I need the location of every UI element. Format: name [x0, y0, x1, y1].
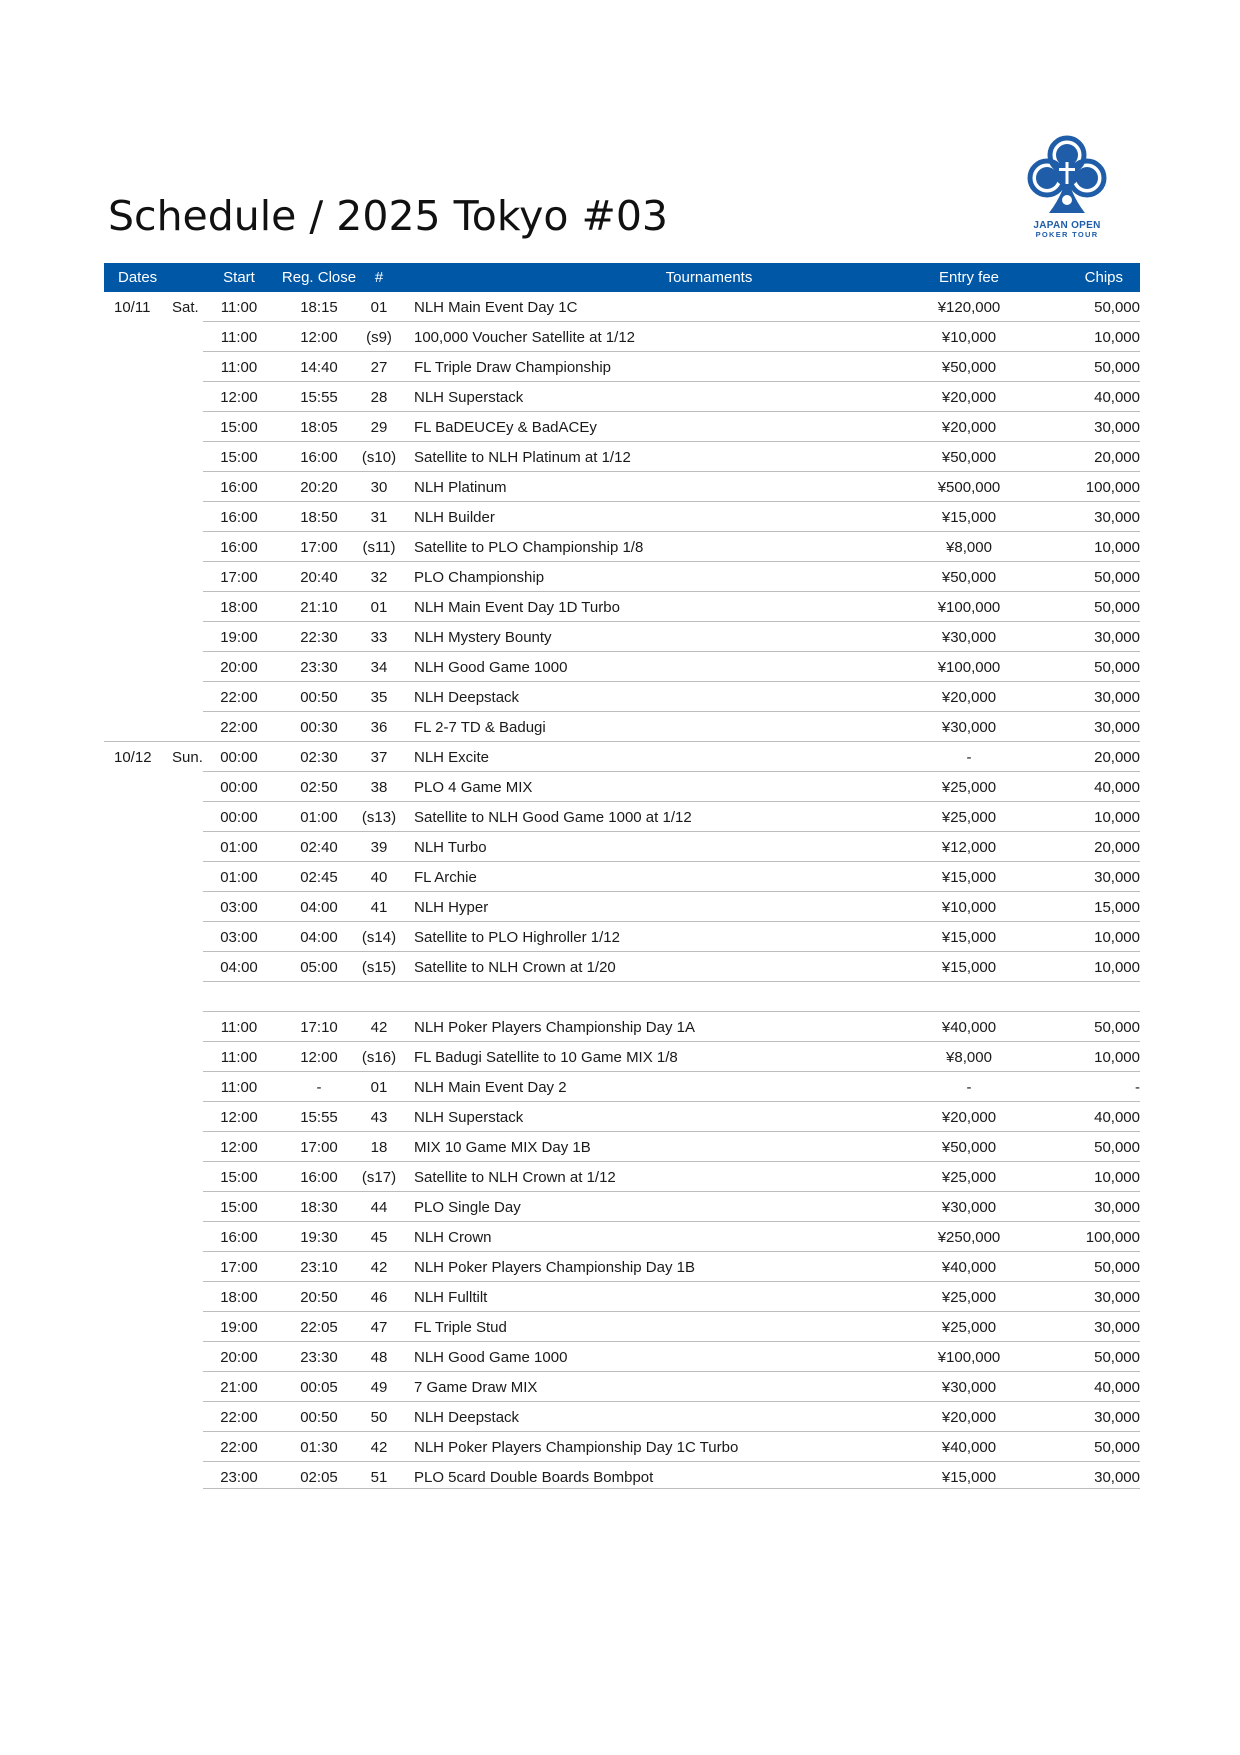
row-tournament-name: NLH Deepstack: [414, 689, 520, 706]
row-reg-close: 04:00: [300, 899, 338, 916]
row-chips: 30,000: [1094, 629, 1140, 646]
row-entry-fee: ¥15,000: [941, 509, 997, 526]
table-row: [104, 1462, 1140, 1489]
row-reg-close: 01:00: [300, 809, 338, 826]
row-event-number: 45: [370, 1229, 388, 1246]
row-chips: 30,000: [1094, 1199, 1140, 1216]
logo-text-line2: POKER TOUR: [1035, 230, 1099, 239]
row-day-of-week: Sun.: [172, 749, 203, 766]
row-start-time: 16:00: [220, 539, 258, 556]
row-tournament-name: FL Triple Stud: [414, 1319, 507, 1336]
row-start-time: 11:00: [220, 1019, 258, 1036]
table-row: [104, 1222, 1140, 1252]
row-reg-close: 12:00: [300, 1049, 338, 1066]
row-entry-fee: ¥12,000: [941, 839, 997, 856]
row-tournament-name: NLH Main Event Day 1C: [414, 299, 578, 316]
table-row: [104, 622, 1140, 652]
row-event-number: 47: [370, 1319, 388, 1336]
row-tournament-name: NLH Mystery Bounty: [414, 629, 552, 646]
row-start-time: 12:00: [220, 1109, 258, 1126]
row-entry-fee: ¥25,000: [941, 1289, 997, 1306]
header-chips: Chips: [1084, 269, 1123, 286]
row-date: 10/12: [114, 749, 152, 766]
row-event-number: 28: [370, 389, 388, 406]
row-tournament-name: Satellite to NLH Crown at 1/20: [414, 959, 616, 976]
row-entry-fee: ¥20,000: [941, 389, 997, 406]
row-start-time: 22:00: [220, 1439, 258, 1456]
row-start-time: 19:00: [220, 629, 258, 646]
row-start-time: 18:00: [220, 599, 258, 616]
row-reg-close: 02:30: [300, 749, 338, 766]
table-row: [104, 322, 1140, 352]
table-row: [104, 1372, 1140, 1402]
row-chips: 20,000: [1094, 449, 1140, 466]
table-row: [104, 532, 1140, 562]
row-event-number: 42: [370, 1259, 388, 1276]
row-tournament-name: PLO 4 Game MIX: [414, 779, 533, 796]
row-chips: 30,000: [1094, 869, 1140, 886]
row-entry-fee: ¥25,000: [941, 1319, 997, 1336]
row-tournament-name: NLH Excite: [414, 749, 490, 766]
table-row: [104, 1282, 1140, 1312]
row-tournament-name: NLH Builder: [414, 509, 495, 526]
row-chips: 10,000: [1094, 329, 1140, 346]
row-chips: 15,000: [1094, 899, 1140, 916]
row-tournament-name: Satellite to NLH Good Game 1000 at 1/12: [414, 809, 692, 826]
row-tournament-name: NLH Main Event Day 1D Turbo: [414, 599, 620, 616]
header-entry-fee: Entry fee: [938, 269, 1000, 286]
header-start: Start: [223, 269, 255, 286]
table-row: [104, 1402, 1140, 1432]
table-header: [104, 263, 1140, 292]
row-start-time: 17:00: [220, 569, 258, 586]
row-tournament-name: Satellite to PLO Championship 1/8: [414, 539, 644, 556]
table-row: [104, 442, 1140, 472]
row-reg-close: 05:00: [300, 959, 338, 976]
row-start-time: 00:00: [220, 809, 258, 826]
row-entry-fee: ¥20,000: [941, 1109, 997, 1126]
row-start-time: 22:00: [220, 689, 258, 706]
row-reg-close: 02:45: [300, 869, 338, 886]
row-reg-close: 14:40: [300, 359, 338, 376]
row-event-number: 18: [370, 1139, 388, 1156]
row-start-time: 11:00: [220, 1049, 258, 1066]
table-row: [104, 1042, 1140, 1072]
row-reg-close: -: [316, 1079, 322, 1096]
row-reg-close: 15:55: [300, 1109, 338, 1126]
row-entry-fee: ¥50,000: [941, 1139, 997, 1156]
row-event-number: 43: [370, 1109, 388, 1126]
row-tournament-name: NLH Main Event Day 2: [414, 1079, 567, 1096]
row-chips: 40,000: [1094, 1109, 1140, 1126]
row-reg-close: 23:30: [300, 659, 338, 676]
row-event-number: (s11): [362, 539, 396, 556]
row-start-time: 22:00: [220, 1409, 258, 1426]
row-tournament-name: Satellite to PLO Highroller 1/12: [414, 929, 620, 946]
row-start-time: 16:00: [220, 509, 258, 526]
row-reg-close: 04:00: [300, 929, 338, 946]
row-chips: 30,000: [1094, 509, 1140, 526]
japan-open-poker-tour-logo: [1019, 135, 1115, 240]
row-entry-fee: ¥40,000: [941, 1019, 997, 1036]
row-entry-fee: ¥100,000: [937, 1349, 1001, 1366]
row-entry-fee: ¥10,000: [941, 899, 997, 916]
row-start-time: 11:00: [220, 329, 258, 346]
row-event-number: 33: [370, 629, 388, 646]
table-row: [104, 292, 1140, 322]
row-tournament-name: NLH Poker Players Championship Day 1B: [414, 1259, 695, 1276]
row-tournament-name: 100,000 Voucher Satellite at 1/12: [414, 329, 636, 346]
row-event-number: (s17): [361, 1169, 397, 1186]
row-chips: 100,000: [1085, 479, 1140, 496]
row-event-number: 01: [370, 599, 388, 616]
table-row: [104, 802, 1140, 832]
row-reg-close: 20:20: [300, 479, 338, 496]
row-tournament-name: Satellite to NLH Crown at 1/12: [414, 1169, 616, 1186]
row-start-time: 04:00: [220, 959, 258, 976]
row-tournament-name: MIX 10 Game MIX Day 1B: [414, 1139, 591, 1156]
table-row: [104, 652, 1140, 682]
row-chips: 50,000: [1094, 1439, 1140, 1456]
row-chips: 10,000: [1094, 959, 1140, 976]
table-row: [104, 472, 1140, 502]
row-chips: 10,000: [1094, 1169, 1140, 1186]
row-event-number: 01: [370, 1079, 388, 1096]
row-start-time: 12:00: [220, 389, 258, 406]
row-event-number: 39: [370, 839, 388, 856]
row-start-time: 11:00: [220, 299, 258, 316]
table-body: [104, 292, 1140, 1489]
table-row: [104, 892, 1140, 922]
table-row: [104, 1012, 1140, 1042]
row-tournament-name: NLH Platinum: [414, 479, 507, 496]
row-reg-close: 20:50: [300, 1289, 338, 1306]
row-reg-close: 02:05: [300, 1469, 338, 1486]
row-entry-fee: ¥50,000: [941, 449, 997, 466]
row-tournament-name: NLH Poker Players Championship Day 1C Turbo: [414, 1439, 739, 1456]
row-reg-close: 17:10: [300, 1019, 338, 1036]
row-reg-close: 18:30: [300, 1199, 338, 1216]
row-chips: 50,000: [1094, 1259, 1140, 1276]
row-chips: 50,000: [1094, 299, 1140, 316]
row-entry-fee: ¥20,000: [941, 1409, 997, 1426]
row-chips: 50,000: [1094, 1019, 1140, 1036]
table-row: [104, 982, 1140, 1012]
schedule-table: [104, 263, 1140, 1489]
table-row: [104, 832, 1140, 862]
table-row: [104, 712, 1140, 742]
row-reg-close: 01:30: [300, 1439, 338, 1456]
row-entry-fee: ¥25,000: [941, 779, 997, 796]
row-event-number: 01: [370, 299, 388, 316]
header-dates: Dates: [118, 269, 158, 286]
table-row: [104, 502, 1140, 532]
row-start-time: 20:00: [220, 1349, 258, 1366]
row-tournament-name: FL BaDEUCEy & BadACEy: [414, 419, 597, 436]
row-reg-close: 15:55: [300, 389, 338, 406]
row-entry-fee: ¥20,000: [941, 689, 997, 706]
row-reg-close: 20:40: [300, 569, 338, 586]
row-event-number: 42: [370, 1439, 388, 1456]
row-chips: 40,000: [1094, 779, 1140, 796]
row-tournament-name: NLH Fulltilt: [414, 1289, 488, 1306]
row-tournament-name: NLH Poker Players Championship Day 1A: [414, 1019, 695, 1036]
row-chips: -: [1135, 1079, 1140, 1096]
row-entry-fee: ¥15,000: [941, 959, 997, 976]
row-event-number: (s14): [361, 929, 397, 946]
table-row: [104, 1252, 1140, 1282]
row-chips: 50,000: [1094, 599, 1140, 616]
row-tournament-name: PLO Single Day: [414, 1199, 521, 1216]
row-event-number: 27: [370, 359, 388, 376]
row-tournament-name: FL Badugi Satellite to 10 Game MIX 1/8: [414, 1049, 678, 1066]
row-chips: 50,000: [1094, 1349, 1140, 1366]
row-reg-close: 17:00: [300, 1139, 338, 1156]
row-start-time: 01:00: [220, 839, 258, 856]
row-start-time: 20:00: [220, 659, 258, 676]
row-entry-fee: ¥15,000: [941, 929, 997, 946]
row-tournament-name: FL Archie: [414, 869, 477, 886]
row-entry-fee: ¥20,000: [941, 419, 997, 436]
row-chips: 10,000: [1094, 539, 1140, 556]
row-chips: 20,000: [1094, 839, 1140, 856]
row-chips: 40,000: [1094, 1379, 1140, 1396]
row-reg-close: 02:50: [300, 779, 338, 796]
row-chips: 30,000: [1094, 1319, 1140, 1336]
row-event-number: 37: [370, 749, 388, 766]
row-tournament-name: FL 2-7 TD & Badugi: [414, 719, 546, 736]
row-chips: 10,000: [1094, 1049, 1140, 1066]
row-event-number: 30: [370, 479, 388, 496]
row-start-time: 03:00: [220, 929, 258, 946]
row-day-of-week: Sat.: [172, 299, 199, 316]
row-entry-fee: ¥15,000: [941, 1469, 997, 1486]
row-chips: 30,000: [1094, 719, 1140, 736]
row-event-number: 32: [370, 569, 388, 586]
table-row: [104, 922, 1140, 952]
row-chips: 50,000: [1094, 359, 1140, 376]
row-event-number: 41: [370, 899, 388, 916]
table-row: [104, 1312, 1140, 1342]
row-entry-fee: ¥25,000: [941, 809, 997, 826]
row-divider: [203, 1488, 1140, 1489]
row-tournament-name: NLH Good Game 1000: [414, 1349, 568, 1366]
row-event-number: (s10): [361, 449, 397, 466]
row-chips: 50,000: [1094, 659, 1140, 676]
row-chips: 100,000: [1085, 1229, 1140, 1246]
row-tournament-name: NLH Deepstack: [414, 1409, 520, 1426]
table-row: [104, 382, 1140, 412]
row-event-number: 51: [370, 1469, 388, 1486]
row-tournament-name: PLO 5card Double Boards Bombpot: [414, 1469, 654, 1486]
row-reg-close: 22:05: [300, 1319, 338, 1336]
table-row: [104, 1072, 1140, 1102]
row-event-number: (s9): [366, 329, 392, 346]
table-row: [104, 352, 1140, 382]
row-entry-fee: ¥8,000: [946, 539, 992, 556]
row-reg-close: 00:30: [300, 719, 338, 736]
row-reg-close: 19:30: [300, 1229, 338, 1246]
row-start-time: 11:00: [220, 359, 258, 376]
table-row: [104, 1162, 1140, 1192]
row-reg-close: 00:05: [300, 1379, 338, 1396]
row-reg-close: 17:00: [300, 539, 338, 556]
row-reg-close: 18:15: [300, 299, 338, 316]
row-tournament-name: PLO Championship: [414, 569, 545, 586]
row-reg-close: 23:10: [300, 1259, 338, 1276]
logo-text-line1: JAPAN OPEN: [1033, 220, 1101, 231]
row-start-time: 11:00: [220, 1079, 258, 1096]
row-event-number: 40: [370, 869, 388, 886]
row-event-number: (s15): [361, 959, 397, 976]
row-start-time: 18:00: [220, 1289, 258, 1306]
row-tournament-name: 7 Game Draw MIX: [414, 1379, 538, 1396]
row-event-number: 46: [370, 1289, 388, 1306]
row-entry-fee: ¥100,000: [937, 599, 1001, 616]
row-entry-fee: ¥50,000: [941, 569, 997, 586]
row-chips: 20,000: [1094, 749, 1140, 766]
row-start-time: 15:00: [220, 419, 258, 436]
row-tournament-name: Satellite to NLH Platinum at 1/12: [414, 449, 631, 466]
row-entry-fee: ¥30,000: [941, 1379, 997, 1396]
row-tournament-name: NLH Turbo: [414, 839, 487, 856]
row-event-number: 38: [370, 779, 388, 796]
header-number: #: [374, 269, 384, 286]
row-start-time: 16:00: [220, 479, 258, 496]
row-start-time: 15:00: [220, 449, 258, 466]
table-row: [104, 862, 1140, 892]
row-entry-fee: ¥250,000: [937, 1229, 1001, 1246]
page-title: Schedule / 2025 Tokyo #03: [108, 192, 669, 240]
row-chips: 50,000: [1094, 569, 1140, 586]
row-reg-close: 18:05: [300, 419, 338, 436]
row-chips: 30,000: [1094, 1289, 1140, 1306]
row-reg-close: 18:50: [300, 509, 338, 526]
row-reg-close: 16:00: [300, 1169, 338, 1186]
table-row: [104, 1342, 1140, 1372]
row-start-time: 03:00: [220, 899, 258, 916]
row-chips: 30,000: [1094, 1409, 1140, 1426]
row-reg-close: 00:50: [300, 1409, 338, 1426]
row-entry-fee: ¥10,000: [941, 329, 997, 346]
row-start-time: 17:00: [220, 1259, 258, 1276]
row-chips: 40,000: [1094, 389, 1140, 406]
row-reg-close: 22:30: [300, 629, 338, 646]
row-start-time: 12:00: [220, 1139, 258, 1156]
table-row: [104, 412, 1140, 442]
table-row: [104, 592, 1140, 622]
row-chips: 10,000: [1094, 929, 1140, 946]
row-tournament-name: NLH Superstack: [414, 1109, 524, 1126]
row-event-number: 44: [370, 1199, 388, 1216]
row-reg-close: 16:00: [300, 449, 338, 466]
row-entry-fee: ¥25,000: [941, 1169, 997, 1186]
row-entry-fee: ¥30,000: [941, 1199, 997, 1216]
row-start-time: 16:00: [220, 1229, 258, 1246]
row-entry-fee: -: [966, 749, 972, 766]
row-tournament-name: NLH Crown: [414, 1229, 492, 1246]
row-event-number: 50: [370, 1409, 388, 1426]
row-chips: 30,000: [1094, 1469, 1140, 1486]
row-entry-fee: ¥15,000: [941, 869, 997, 886]
row-chips: 30,000: [1094, 689, 1140, 706]
row-reg-close: 12:00: [300, 329, 338, 346]
row-event-number: (s16): [361, 1049, 397, 1066]
row-start-time: 22:00: [220, 719, 258, 736]
table-row: [104, 772, 1140, 802]
row-reg-close: 21:10: [300, 599, 338, 616]
row-event-number: 42: [370, 1019, 388, 1036]
row-entry-fee: ¥8,000: [946, 1049, 992, 1066]
table-row: [104, 682, 1140, 712]
row-start-time: 15:00: [220, 1199, 258, 1216]
row-entry-fee: ¥30,000: [941, 629, 997, 646]
row-reg-close: 00:50: [300, 689, 338, 706]
table-row: [104, 952, 1140, 982]
row-start-time: 23:00: [220, 1469, 258, 1486]
row-entry-fee: ¥50,000: [941, 359, 997, 376]
row-chips: 30,000: [1094, 419, 1140, 436]
row-event-number: (s13): [361, 809, 397, 826]
row-start-time: 19:00: [220, 1319, 258, 1336]
row-entry-fee: -: [966, 1079, 972, 1096]
header-tournaments: Tournaments: [665, 269, 753, 286]
table-row: [104, 1432, 1140, 1462]
row-chips: 10,000: [1094, 809, 1140, 826]
row-entry-fee: ¥30,000: [941, 719, 997, 736]
row-entry-fee: ¥500,000: [937, 479, 1001, 496]
row-entry-fee: ¥100,000: [937, 659, 1001, 676]
row-entry-fee: ¥40,000: [941, 1439, 997, 1456]
row-event-number: 34: [370, 659, 388, 676]
row-start-time: 00:00: [220, 779, 258, 796]
row-event-number: 48: [370, 1349, 388, 1366]
row-event-number: 31: [370, 509, 388, 526]
row-tournament-name: NLH Hyper: [414, 899, 489, 916]
row-event-number: 35: [370, 689, 388, 706]
row-event-number: 29: [370, 419, 388, 436]
row-entry-fee: ¥40,000: [941, 1259, 997, 1276]
table-row: [104, 562, 1140, 592]
row-entry-fee: ¥120,000: [937, 299, 1001, 316]
row-tournament-name: NLH Good Game 1000: [414, 659, 568, 676]
row-start-time: 00:00: [220, 749, 258, 766]
row-chips: 50,000: [1094, 1139, 1140, 1156]
table-row: [104, 742, 1140, 772]
row-tournament-name: FL Triple Draw Championship: [414, 359, 612, 376]
table-row: [104, 1132, 1140, 1162]
row-tournament-name: NLH Superstack: [414, 389, 524, 406]
row-start-time: 21:00: [220, 1379, 258, 1396]
table-row: [104, 1192, 1140, 1222]
club-clover-icon: [1019, 135, 1115, 221]
row-date: 10/11: [114, 299, 151, 316]
row-start-time: 15:00: [220, 1169, 258, 1186]
row-reg-close: 23:30: [300, 1349, 338, 1366]
row-start-time: 01:00: [220, 869, 258, 886]
row-event-number: 49: [370, 1379, 388, 1396]
row-event-number: 36: [370, 719, 388, 736]
row-reg-close: 02:40: [300, 839, 338, 856]
table-row: [104, 1102, 1140, 1132]
header-reg-close: Reg. Close: [281, 269, 357, 286]
